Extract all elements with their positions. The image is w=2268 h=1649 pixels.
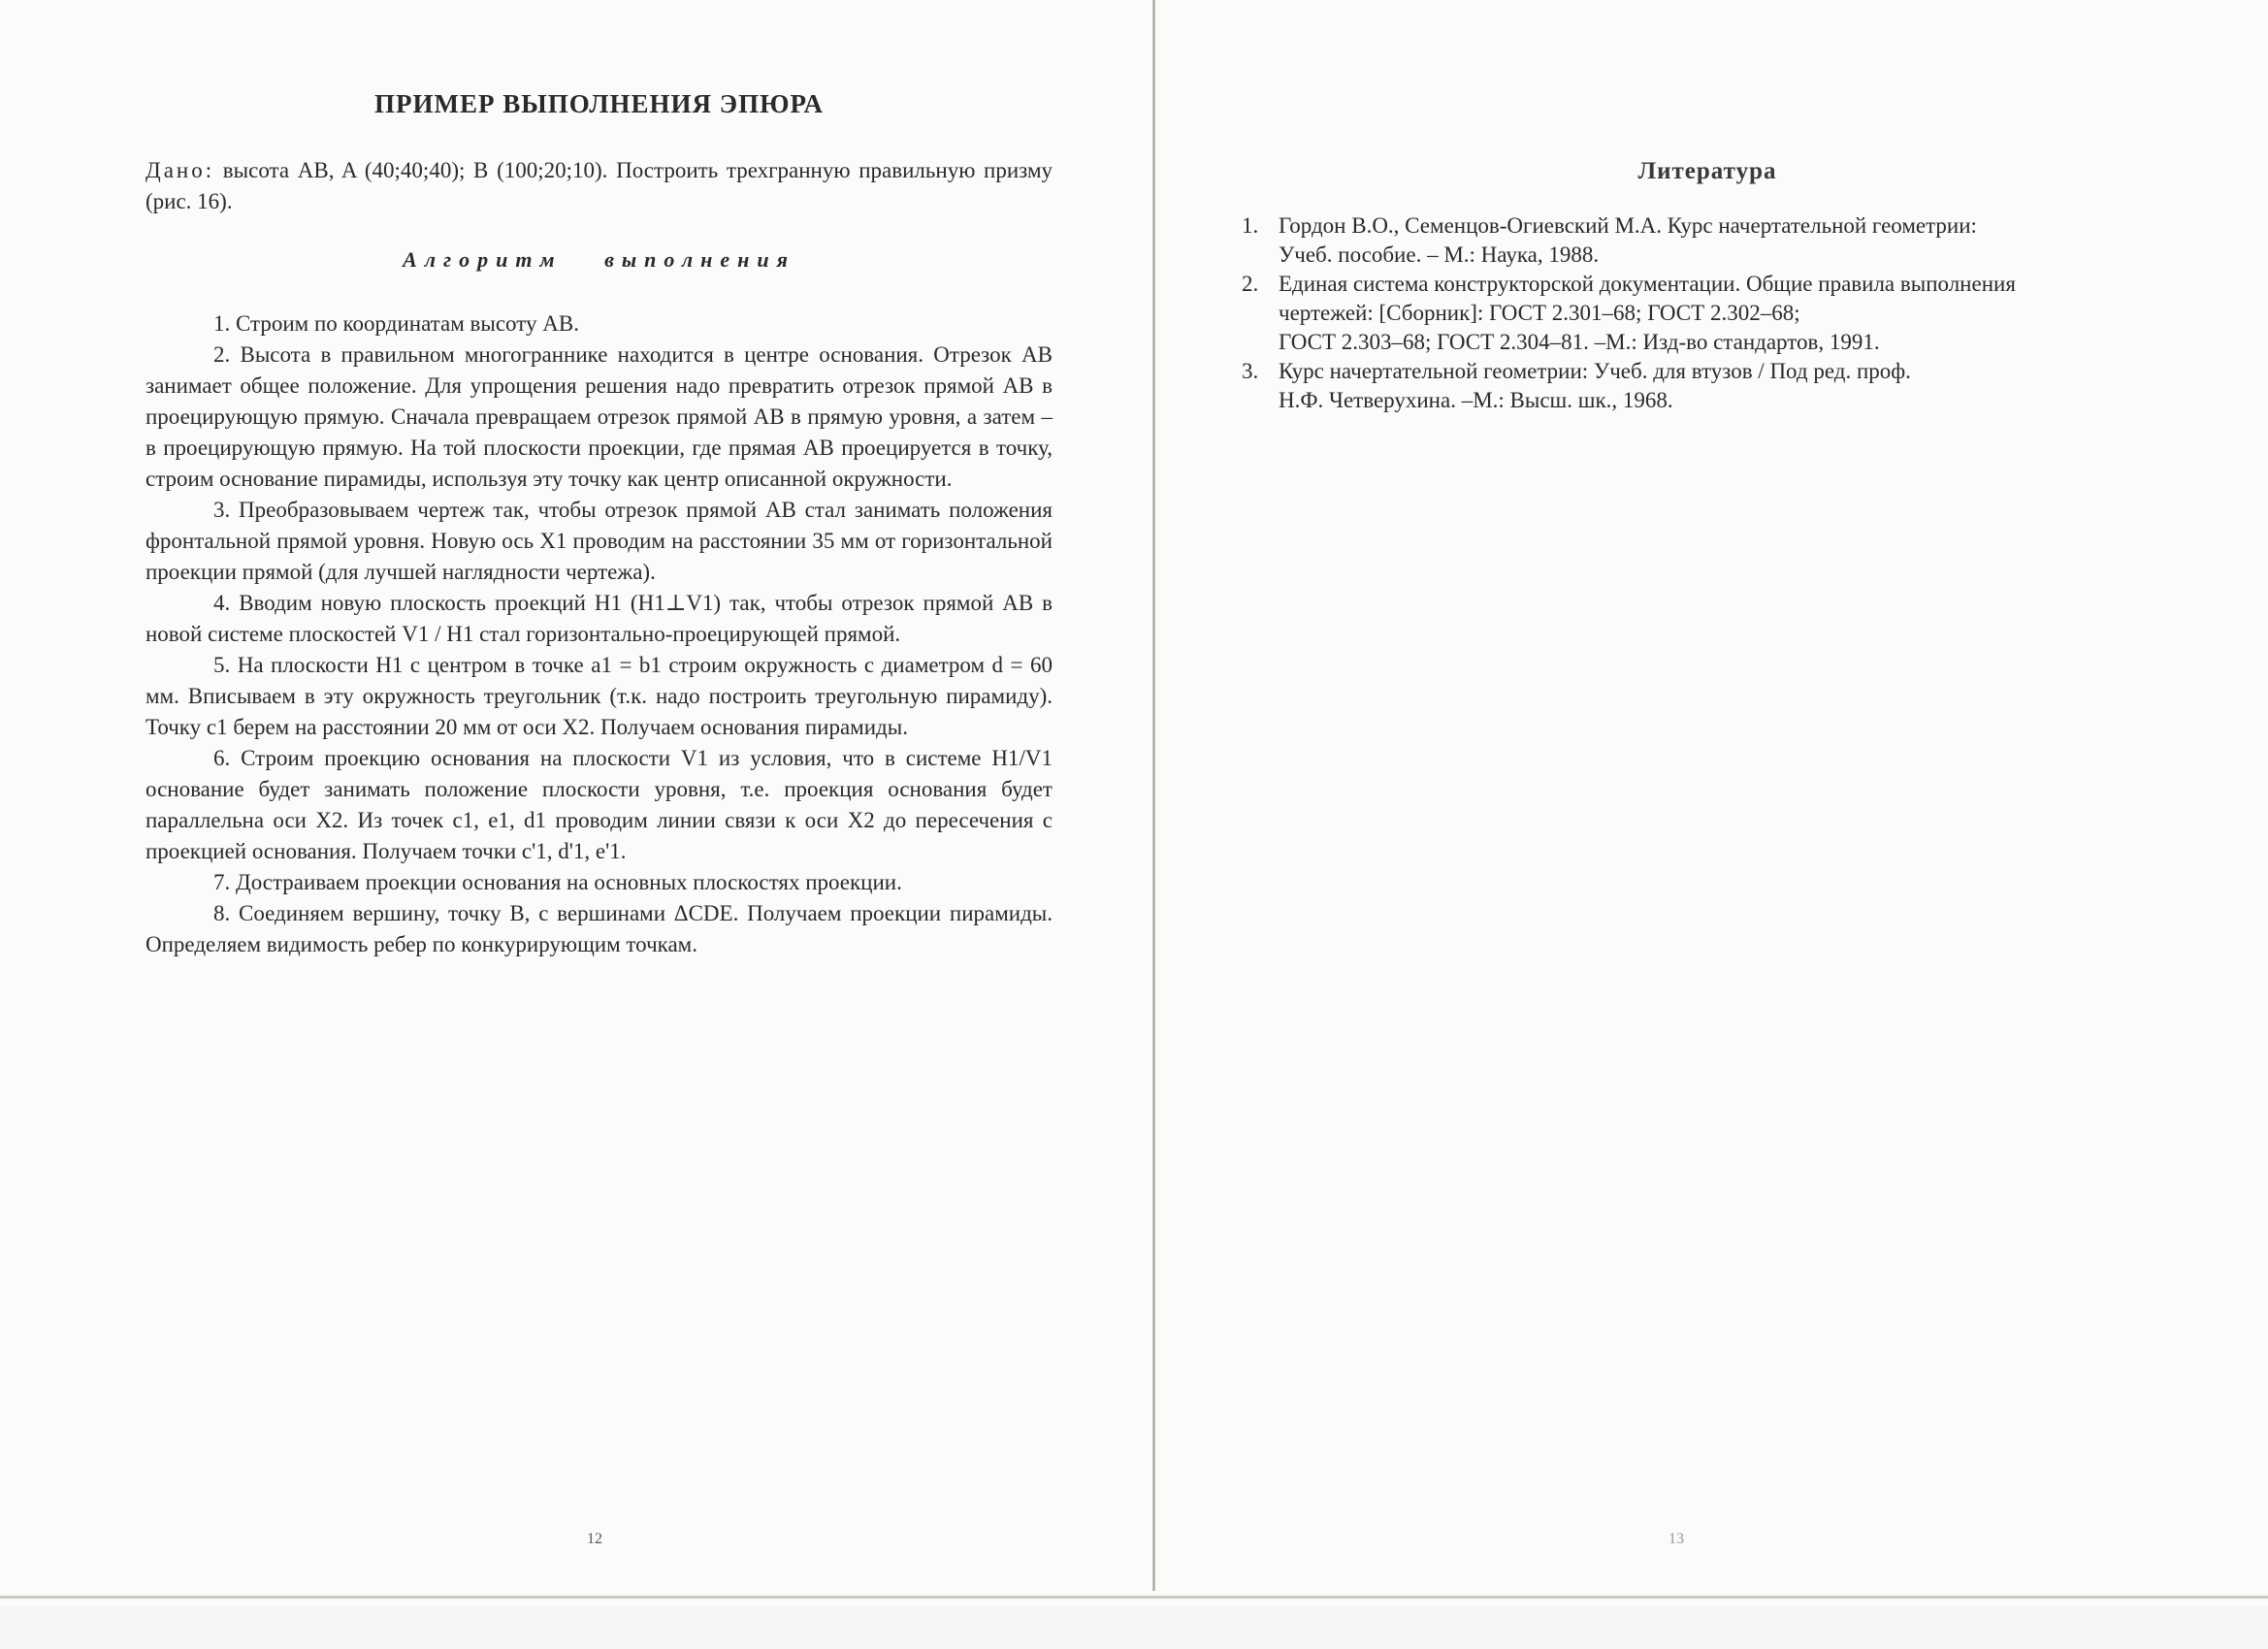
left-page (146, 0, 1053, 1591)
reference-item (1242, 211, 2173, 270)
step-1: 1. Строим по координатам высоту AB. (213, 311, 579, 336)
algorithm-steps (146, 308, 1053, 960)
step-2: 2. Высота в правильном многограннике находится в центре основания. Отрезок AB занимает общее положение. Для упрощения решения надо превратить отрезок прямой AB в проецирующую прямую. Сначала превращаем отрезок прямой AB в прямую уровня, а затем – в проецирующую прямую. На той плоскости проекции, где прямая AB проецируется в точку, строим основание пирамиды, используя эту точку как центр описанной окружности. (146, 342, 1053, 491)
given-text: высота AB, A (40;40;40); B (100;20;10). Построить трехгранную правильную призму (рис. 16). (146, 158, 1053, 213)
page-title: ПРИМЕР ВЫПОЛНЕНИЯ ЭПЮРА (373, 89, 825, 118)
book-spine (1152, 0, 1155, 1591)
reference-item (1242, 357, 2173, 415)
right-page (1242, 0, 2173, 1591)
step-4: 4. Вводим новую плоскость проекций H1 (H1⊥V1) так, чтобы отрезок прямой AB в новой системе плоскостей V1 / H1 стал горизонтально-проецирующей прямой. (146, 591, 1053, 646)
step-3: 3. Преобразовываем чертеж так, чтобы отрезок прямой AB стал занимать положения фронтальной прямой уровня. Новую ось X1 проводим на расстоянии 35 мм от горизонтальной проекции прямой (для лучшей наглядности чертежа). (146, 498, 1053, 584)
reference-line: Гордон В.О., Семенцов-Огиевский М.А. Курс начертательной геометрии: (1279, 213, 1977, 238)
step-6: 6. Строим проекцию основания на плоскости V1 из условия, что в системе H1/V1 основание будет занимать положение плоскости уровня, т.е. проекция основания будет параллельна оси X2. Из точек c1, e1, d1 проводим линии связи к оси X2 до пересечения с проекцией основания. Получаем точки c'1, d'1, e'1. (146, 746, 1053, 863)
algorithm-subtitle: Алгоритм выполнения (403, 247, 795, 272)
reference-number: 3. (1242, 359, 1259, 383)
given-label: Дано: (146, 158, 215, 182)
step-8: 8. Соединяем вершину, точку B, с вершинами ΔCDE. Получаем проекции пирамиды. Определяем видимость ребер по конкурирующим точкам. (146, 901, 1053, 956)
reference-number: 2. (1242, 272, 1259, 296)
reference-line: Курс начертательной геометрии: Учеб. для втузов / Под ред. проф. (1279, 359, 1911, 383)
reference-line: Н.Ф. Четверухина. –М.: Высш. шк., 1968. (1279, 388, 1673, 412)
reference-line: Единая система конструкторской документации. Общие правила выполнения (1279, 272, 2016, 296)
page-number-right: 13 (1669, 1531, 1684, 1547)
reference-line: чертежей: [Сборник]: ГОСТ 2.301–68; ГОСТ 2.302–68; (1279, 301, 1800, 325)
page-bottom-edge (0, 1596, 2268, 1599)
given-paragraph (146, 155, 1053, 217)
reference-line: Учеб. пособие. – М.: Наука, 1988. (1279, 242, 1600, 267)
reference-list (1242, 211, 2173, 415)
reference-item (1242, 270, 2173, 357)
literature-title: Литература (1637, 158, 1777, 184)
reference-number: 1. (1242, 213, 1259, 238)
step-5: 5. На плоскости H1 с центром в точке a1 = b1 строим окружность с диаметром d = 60 мм. Вписываем в эту окружность треугольник (т.к. надо построить треугольную пирамиду). Точку c1 берем на расстоянии 20 мм от оси X2. Получаем основания пирамиды. (146, 653, 1053, 739)
page-number-left: 12 (587, 1531, 602, 1547)
step-7: 7. Достраиваем проекции основания на основных плоскостях проекции. (213, 870, 902, 894)
reference-line: ГОСТ 2.303–68; ГОСТ 2.304–81. –М.: Изд-во стандартов, 1991. (1279, 330, 1880, 354)
